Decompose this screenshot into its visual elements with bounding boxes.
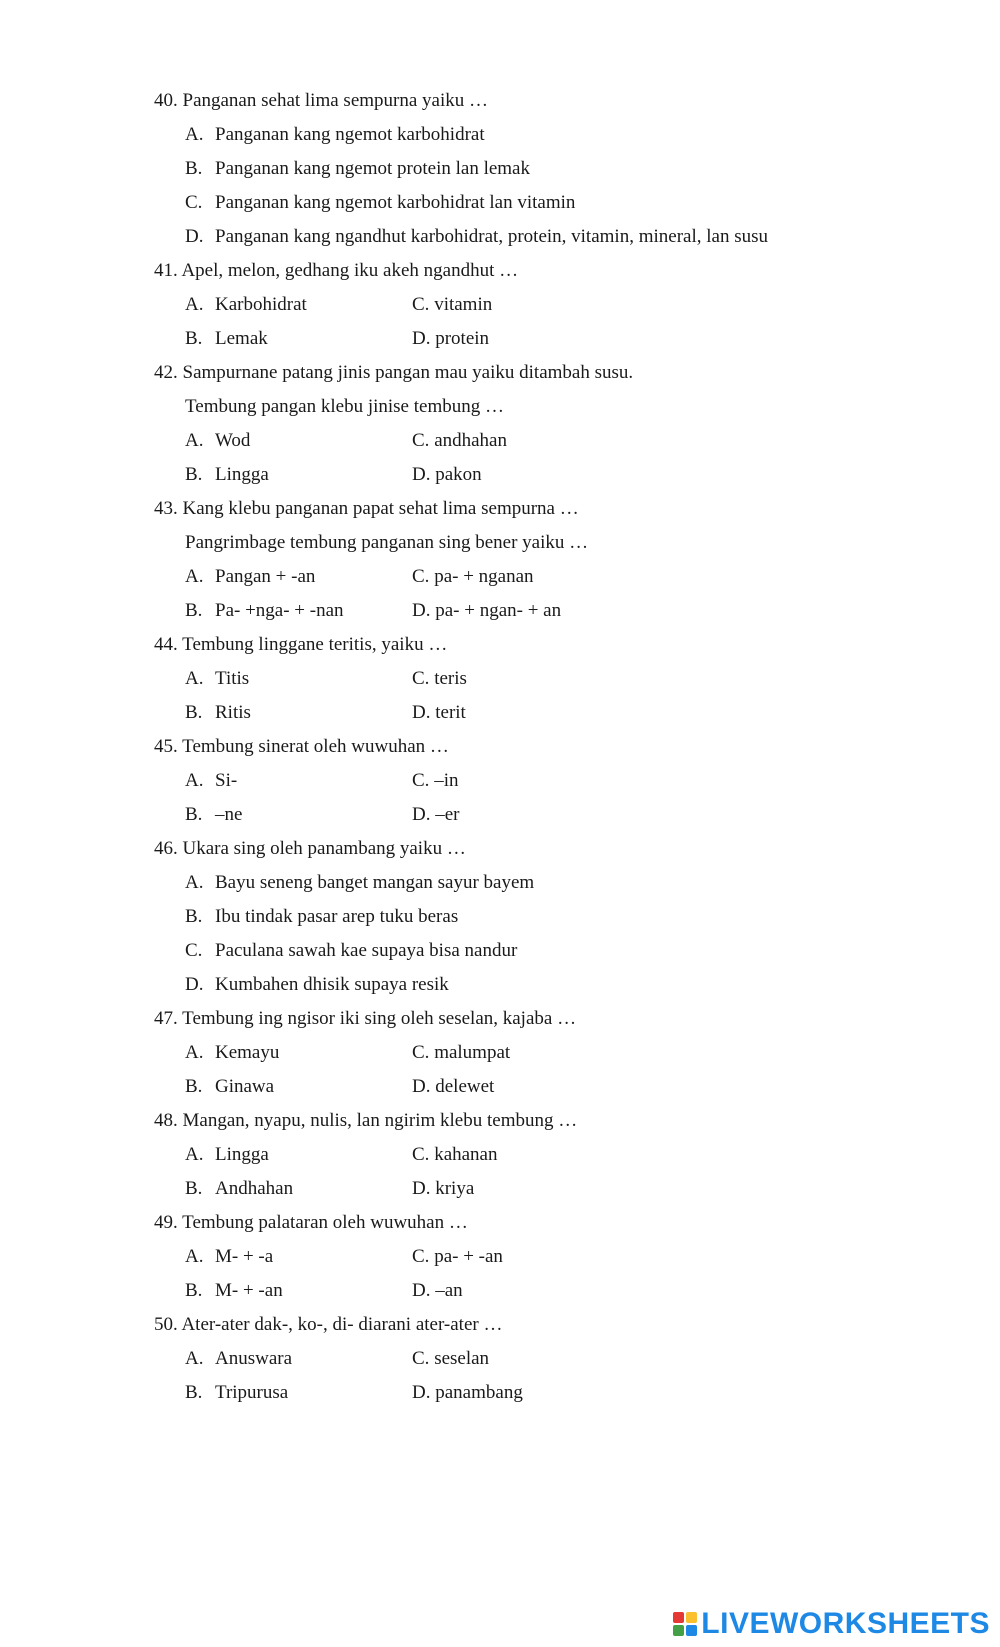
question-number: 46.	[154, 838, 178, 859]
question-number: 40.	[154, 90, 178, 111]
question-47	[154, 1002, 974, 1036]
worksheet	[154, 84, 974, 1410]
question-stem-continued: Tembung pangan klebu jinise tembung …	[185, 396, 504, 417]
option-text: Si-	[215, 770, 238, 791]
question-45	[154, 730, 974, 764]
question-44	[154, 628, 974, 662]
answer-option[interactable]	[185, 798, 242, 832]
question-number: 50.	[154, 1314, 178, 1335]
answer-option[interactable]	[412, 1376, 523, 1410]
question-50	[154, 1308, 974, 1342]
question-number: 44.	[154, 634, 178, 655]
answer-option[interactable]	[185, 934, 517, 968]
option-letter: D.	[412, 804, 431, 825]
answer-option[interactable]	[185, 1240, 273, 1274]
answer-option[interactable]	[412, 1240, 503, 1274]
answer-option[interactable]	[412, 1070, 494, 1104]
option-letter: C.	[412, 1042, 430, 1063]
question-42	[154, 356, 974, 390]
answer-option[interactable]	[185, 1172, 293, 1206]
logo-tile-red	[673, 1612, 684, 1623]
option-text: Ritis	[215, 702, 251, 723]
answer-option[interactable]	[185, 220, 768, 254]
option-text: M- + -an	[215, 1280, 283, 1301]
answer-option[interactable]	[185, 118, 485, 152]
option-letter: C.	[185, 192, 203, 213]
option-letter: B.	[185, 158, 203, 179]
brand-name: LIVEWORKSHEETS	[701, 1607, 990, 1640]
option-text: Lingga	[215, 464, 269, 485]
answer-option[interactable]	[412, 1036, 510, 1070]
option-letter: B.	[185, 1280, 203, 1301]
option-text: Ginawa	[215, 1076, 275, 1097]
option-text: Pangan + -an	[215, 566, 316, 587]
option-letter: B.	[185, 1382, 203, 1403]
option-text: kahanan	[434, 1144, 498, 1165]
answer-option[interactable]	[185, 662, 249, 696]
option-text: pa- + -an	[434, 1246, 503, 1267]
answer-option[interactable]	[185, 1274, 283, 1308]
option-letter: C.	[412, 1144, 430, 1165]
question-number: 43.	[154, 498, 178, 519]
option-text: Panganan kang ngemot protein lan lemak	[215, 158, 530, 179]
answer-option[interactable]	[185, 696, 251, 730]
answer-option[interactable]	[185, 186, 575, 220]
option-row	[154, 764, 974, 798]
answer-option[interactable]	[185, 1036, 279, 1070]
answer-option[interactable]	[412, 798, 460, 832]
option-text: Paculana sawah kae supaya bisa nandur	[215, 940, 518, 961]
answer-option[interactable]	[412, 458, 482, 492]
option-letter: D.	[412, 1178, 431, 1199]
option-row	[154, 1138, 974, 1172]
option-letter: B.	[185, 328, 203, 349]
question-stem: Mangan, nyapu, nulis, lan ngirim klebu tembung …	[182, 1110, 578, 1131]
answer-option[interactable]	[185, 594, 344, 628]
option-letter: B.	[185, 600, 203, 621]
option-row	[154, 968, 974, 1002]
question-48	[154, 1104, 974, 1138]
option-letter: D.	[412, 1280, 431, 1301]
option-text: Anuswara	[215, 1348, 293, 1369]
question-stem: Ater-ater dak-, ko-, di- diarani ater-ater …	[181, 1314, 503, 1335]
answer-option[interactable]	[412, 764, 458, 798]
option-text: Panganan kang ngemot karbohidrat lan vitamin	[215, 192, 576, 213]
logo-tile-green	[673, 1625, 684, 1636]
option-text: Tripurusa	[215, 1382, 289, 1403]
question-stem: Kang klebu panganan papat sehat lima sempurna …	[182, 498, 579, 519]
option-letter: C.	[412, 770, 430, 791]
option-letter: A.	[185, 566, 204, 587]
option-letter: D.	[185, 974, 204, 995]
logo-tile-blue	[686, 1625, 697, 1636]
option-text: Panganan kang ngemot karbohidrat	[215, 124, 485, 145]
question-number: 47.	[154, 1008, 178, 1029]
answer-option[interactable]	[412, 322, 489, 356]
option-text: M- + -a	[215, 1246, 274, 1267]
question-49	[154, 1206, 974, 1240]
option-text: Titis	[215, 668, 250, 689]
option-letter: D.	[412, 328, 431, 349]
option-row	[154, 288, 974, 322]
option-text: Panganan kang ngandhut karbohidrat, protein, vitamin, mineral, lan susu	[215, 226, 768, 247]
option-row	[154, 220, 974, 254]
answer-option[interactable]	[185, 866, 534, 900]
option-text: Karbohidrat	[215, 294, 307, 315]
option-text: teris	[434, 668, 467, 689]
option-letter: C.	[412, 430, 430, 451]
option-row	[154, 798, 974, 832]
option-letter: A.	[185, 124, 204, 145]
option-text: seselan	[434, 1348, 490, 1369]
question-stem: Apel, melon, gedhang iku akeh ngandhut …	[181, 260, 519, 281]
option-text: andhahan	[434, 430, 507, 451]
option-letter: B.	[185, 464, 203, 485]
option-text: Lingga	[215, 1144, 269, 1165]
answer-option[interactable]	[412, 288, 492, 322]
question-stem: Tembung ing ngisor iki sing oleh seselan, kajaba …	[182, 1008, 577, 1029]
option-letter: A.	[185, 430, 204, 451]
option-text: kriya	[435, 1178, 475, 1199]
option-text: Lemak	[215, 328, 268, 349]
option-text: –an	[435, 1280, 463, 1301]
option-letter: A.	[185, 294, 204, 315]
answer-option[interactable]	[185, 1342, 292, 1376]
answer-option[interactable]	[185, 560, 315, 594]
question-stem: Tembung linggane teritis, yaiku …	[182, 634, 448, 655]
answer-option[interactable]	[412, 1172, 474, 1206]
option-text: protein	[435, 328, 490, 349]
option-row	[154, 322, 974, 356]
answer-option[interactable]	[412, 594, 561, 628]
question-46	[154, 832, 974, 866]
answer-option[interactable]	[412, 1138, 498, 1172]
answer-option[interactable]	[185, 424, 250, 458]
answer-option[interactable]	[185, 458, 269, 492]
question-number: 42.	[154, 362, 178, 383]
option-row	[154, 1274, 974, 1308]
answer-option[interactable]	[185, 152, 530, 186]
option-row	[154, 1036, 974, 1070]
answer-option[interactable]	[412, 1342, 489, 1376]
option-text: –ne	[215, 804, 243, 825]
option-row	[154, 866, 974, 900]
option-text: pa- + nganan	[434, 566, 534, 587]
question-41	[154, 254, 974, 288]
answer-option[interactable]	[185, 900, 458, 934]
option-row	[154, 696, 974, 730]
option-letter: D.	[412, 600, 431, 621]
option-text: Pa- +nga- + -nan	[215, 600, 344, 621]
option-row	[154, 1342, 974, 1376]
option-text: delewet	[435, 1076, 495, 1097]
option-letter: C.	[185, 940, 203, 961]
option-text: –er	[435, 804, 460, 825]
option-letter: C.	[412, 566, 430, 587]
answer-option[interactable]	[185, 1070, 274, 1104]
option-text: Kumbahen dhisik supaya resik	[215, 974, 449, 995]
option-text: terit	[435, 702, 466, 723]
option-text: Wod	[215, 430, 251, 451]
answer-option[interactable]	[185, 288, 307, 322]
option-letter: D.	[412, 1382, 431, 1403]
answer-option[interactable]	[412, 696, 466, 730]
option-letter: A.	[185, 668, 204, 689]
option-row	[154, 424, 974, 458]
option-text: Bayu seneng banget mangan sayur bayem	[215, 872, 535, 893]
option-text: pa- + ngan- + an	[435, 600, 562, 621]
option-row	[154, 900, 974, 934]
option-letter: A.	[185, 770, 204, 791]
option-row	[154, 118, 974, 152]
option-text: Kemayu	[215, 1042, 280, 1063]
question-number: 49.	[154, 1212, 178, 1233]
option-row	[154, 560, 974, 594]
option-letter: D.	[185, 226, 204, 247]
question-number: 45.	[154, 736, 178, 757]
question-stem: Ukara sing oleh panambang yaiku …	[182, 838, 466, 859]
option-text: Andhahan	[215, 1178, 294, 1199]
option-letter: D.	[412, 1076, 431, 1097]
option-row	[154, 1070, 974, 1104]
question-stem-continued: Pangrimbage tembung panganan sing bener yaiku …	[185, 532, 589, 553]
liveworksheets-logo-icon	[673, 1612, 697, 1636]
option-text: vitamin	[434, 294, 493, 315]
option-letter: A.	[185, 1246, 204, 1267]
option-text: pakon	[435, 464, 482, 485]
option-row	[154, 152, 974, 186]
option-letter: C.	[412, 1246, 430, 1267]
answer-option[interactable]	[185, 764, 237, 798]
option-row	[154, 1376, 974, 1410]
question-stem: Panganan sehat lima sempurna yaiku …	[182, 90, 489, 111]
option-row	[154, 458, 974, 492]
option-letter: B.	[185, 1178, 203, 1199]
question-number: 41.	[154, 260, 178, 281]
answer-option[interactable]	[185, 1138, 269, 1172]
logo-tile-yellow	[686, 1612, 697, 1623]
option-letter: A.	[185, 1144, 204, 1165]
option-letter: A.	[185, 1348, 204, 1369]
option-letter: C.	[412, 668, 430, 689]
option-letter: A.	[185, 872, 204, 893]
option-letter: D.	[412, 464, 431, 485]
option-letter: C.	[412, 1348, 430, 1369]
option-letter: B.	[185, 906, 203, 927]
option-row	[154, 662, 974, 696]
option-letter: D.	[412, 702, 431, 723]
question-stem: Sampurnane patang jinis pangan mau yaiku ditambah susu.	[182, 362, 634, 383]
option-text: –in	[434, 770, 459, 791]
answer-option[interactable]	[412, 1274, 463, 1308]
question-number: 48.	[154, 1110, 178, 1131]
answer-option[interactable]	[412, 662, 467, 696]
option-text: malumpat	[434, 1042, 511, 1063]
question-43	[154, 492, 974, 526]
option-letter: B.	[185, 804, 203, 825]
option-row	[154, 186, 974, 220]
liveworksheets-brand	[673, 1607, 990, 1641]
option-row	[154, 1240, 974, 1274]
option-letter: A.	[185, 1042, 204, 1063]
option-row	[154, 1172, 974, 1206]
question-stem: Tembung palataran oleh wuwuhan …	[182, 1212, 468, 1233]
option-row	[154, 594, 974, 628]
answer-option[interactable]	[412, 424, 507, 458]
answer-option[interactable]	[185, 322, 268, 356]
option-letter: C.	[412, 294, 430, 315]
option-letter: B.	[185, 702, 203, 723]
question-stem: Tembung sinerat oleh wuwuhan …	[182, 736, 449, 757]
answer-option[interactable]	[185, 968, 449, 1002]
question-40	[154, 84, 974, 118]
option-row	[154, 934, 974, 968]
option-text: panambang	[435, 1382, 523, 1403]
option-text: Ibu tindak pasar arep tuku beras	[215, 906, 459, 927]
answer-option[interactable]	[185, 1376, 288, 1410]
option-letter: B.	[185, 1076, 203, 1097]
answer-option[interactable]	[412, 560, 534, 594]
